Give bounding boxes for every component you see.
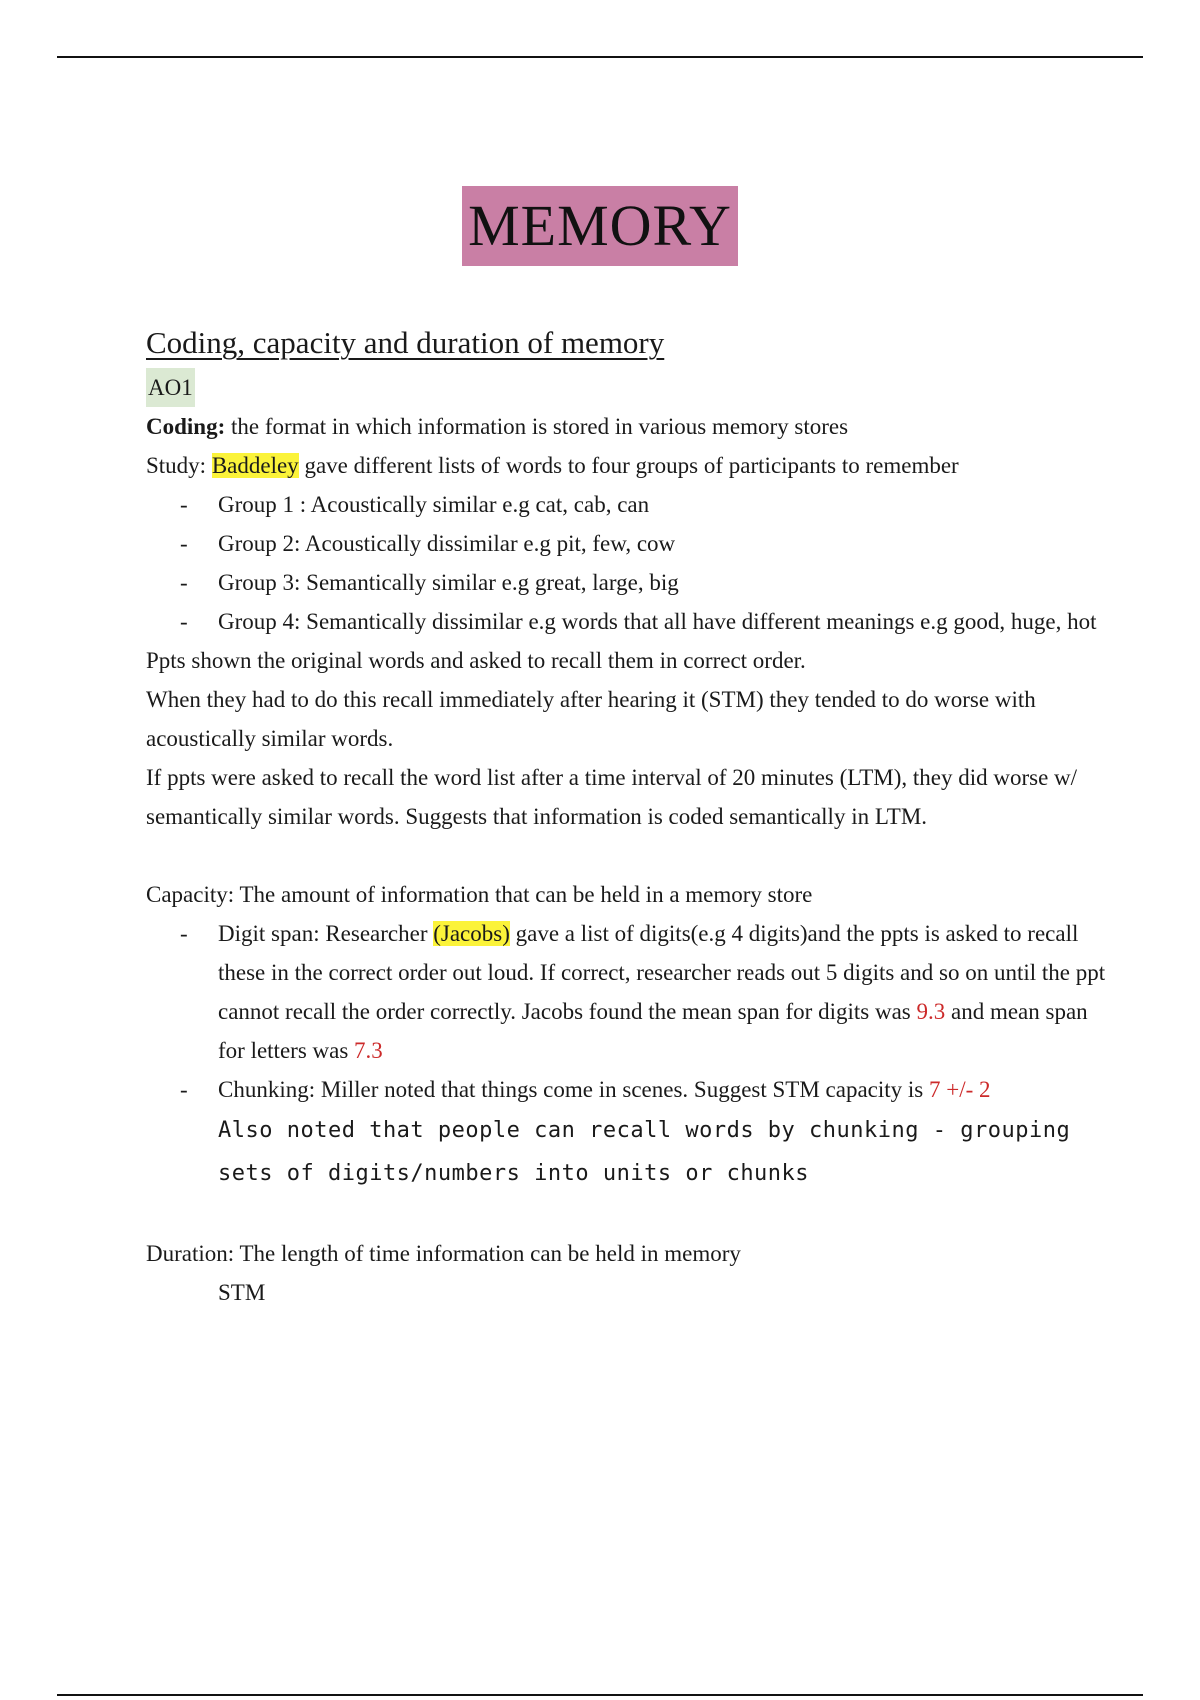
list-item xyxy=(180,914,1106,1070)
top-rule xyxy=(57,56,1143,58)
bullet-dash: - xyxy=(180,492,188,517)
title-container xyxy=(0,186,1200,266)
group-list xyxy=(146,485,1106,641)
coding-definition xyxy=(146,407,1106,446)
ao1-row xyxy=(146,368,1106,407)
chunking-note: Also noted that people can recall words by chunking - grouping sets of digits/numbers into units or chunks xyxy=(218,1118,1071,1186)
coding-para-1: Ppts shown the original words and asked to recall them in correct order. xyxy=(146,648,806,673)
section-heading: Coding, capacity and duration of memory xyxy=(146,325,665,360)
bullet-dash: - xyxy=(180,921,188,946)
coding-study xyxy=(146,446,1106,485)
capacity-list xyxy=(146,914,1106,1109)
group-4-text: Group 4: Semantically dissimilar e.g words that all have different meanings e.g good, huge, hot xyxy=(218,609,1097,634)
study-text: gave different lists of words to four groups of participants to remember xyxy=(298,453,959,478)
coding-label: Coding: xyxy=(146,414,226,439)
group-3-text: Group 3: Semantically similar e.g great, large, big xyxy=(218,570,679,595)
chunking-value: 7 +/- 2 xyxy=(929,1077,991,1102)
letter-span-value: 7.3 xyxy=(354,1038,383,1063)
bullet-dash: - xyxy=(180,531,188,556)
capacity-definition: Capacity: The amount of information that can be held in a memory store xyxy=(146,882,813,907)
letters-text: and mean span for letters was xyxy=(218,999,1088,1063)
ao1-label: AO1 xyxy=(146,368,195,407)
list-item xyxy=(180,563,1106,602)
spacer xyxy=(146,1195,1106,1234)
stm-label: STM xyxy=(218,1280,266,1305)
bullet-dash: - xyxy=(180,609,188,634)
spacer xyxy=(146,836,1106,875)
bullet-dash: - xyxy=(180,1077,188,1102)
document-body xyxy=(146,318,1106,1312)
duration-definition: Duration: The length of time information can be held in memory xyxy=(146,1241,741,1266)
list-item xyxy=(180,1070,1106,1109)
group-2-text: Group 2: Acoustically dissimilar e.g pit, few, cow xyxy=(218,531,676,556)
digit-span-value: 9.3 xyxy=(916,999,946,1024)
coding-para-2: When they had to do this recall immediately after hearing it (STM) they tended to do worse with acoustically similar words. xyxy=(146,687,1036,751)
page-title: MEMORY xyxy=(462,186,738,266)
bottom-rule xyxy=(57,1694,1143,1696)
list-item xyxy=(180,524,1106,563)
study-name-highlight: Baddeley xyxy=(211,453,299,478)
digit-span-text: gave a list of digits(e.g 4 digits)and the ppts is asked to recall these in the correct order out loud. If correct, researcher reads out 5 digits and so on until the ppt cannot recall the order correctly. Jacobs found the mean span for digits was xyxy=(218,921,1106,1024)
jacobs-highlight: (Jacobs) xyxy=(433,921,510,946)
bullet-dash: - xyxy=(180,570,188,595)
coding-definition-text: the format in which information is stored in various memory stores xyxy=(225,414,849,439)
chunking-text: Chunking: Miller noted that things come in scenes. Suggest STM capacity is xyxy=(218,1077,929,1102)
list-item xyxy=(180,485,1106,524)
coding-para-3: If ppts were asked to recall the word list after a time interval of 20 minutes (LTM), they did worse w/ semantically similar words. Suggests that information is coded semantically in LTM. xyxy=(146,765,1078,829)
study-prefix: Study: xyxy=(146,453,212,478)
digit-span-prefix: Digit span: Researcher xyxy=(218,921,434,946)
list-item xyxy=(180,602,1106,641)
group-1-text: Group 1 : Acoustically similar e.g cat, cab, can xyxy=(218,492,650,517)
